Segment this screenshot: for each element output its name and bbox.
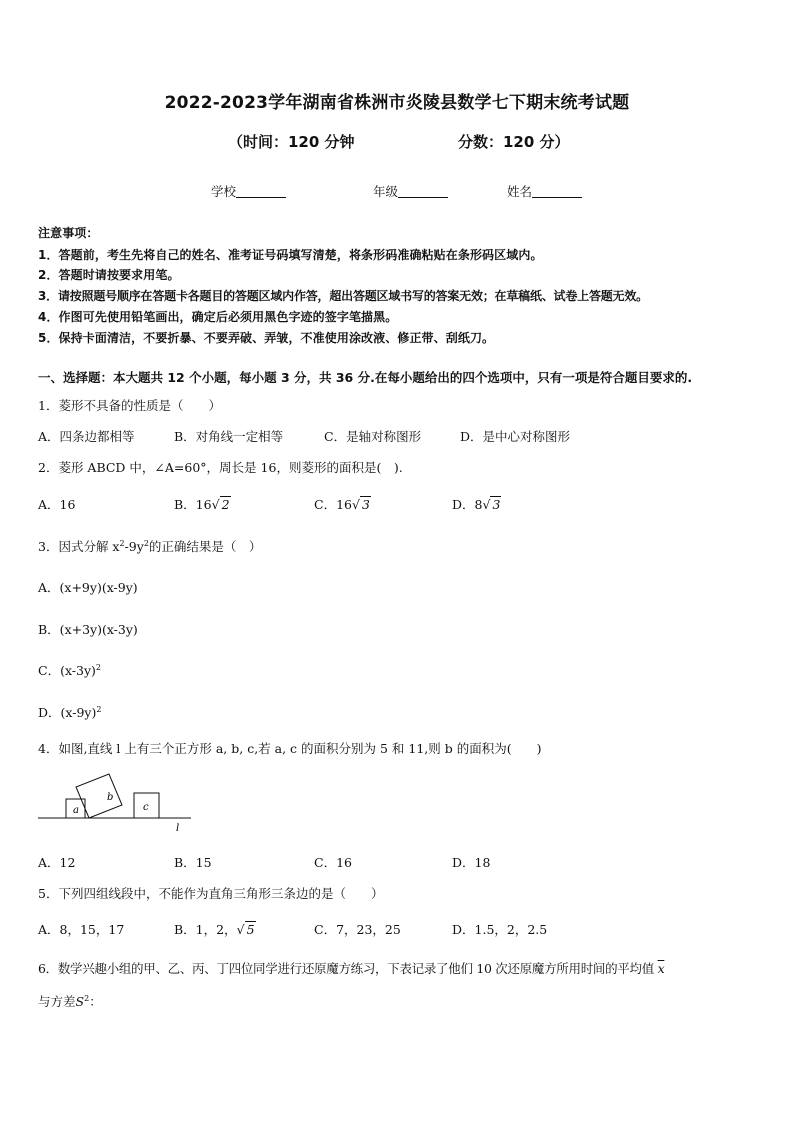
q1-option-b: B．对角线一定相等 bbox=[174, 429, 284, 444]
exponent: 2 bbox=[119, 538, 125, 548]
q2-option-c-label: C．16 bbox=[314, 497, 352, 512]
q3-text: 的正确结果是（ ） bbox=[148, 539, 262, 554]
grade-blank[interactable] bbox=[398, 185, 448, 198]
notice-item: 5．保持卡面清洁，不要折暴、不要弄破、弄皱，不准使用涂改液、修正带、刮纸刀。 bbox=[38, 331, 495, 345]
exponent: 2 bbox=[143, 538, 149, 548]
q3-option-a: A．(x+9y)(x-9y) bbox=[38, 580, 138, 595]
q6-text: ： bbox=[89, 994, 102, 1009]
q5-option-d: D．1.5，2，2.5 bbox=[452, 922, 548, 937]
grade-label: 年级 bbox=[373, 184, 399, 199]
q5-option-b bbox=[174, 920, 256, 938]
q3-option-d-label: D．(x-9y) bbox=[38, 705, 97, 720]
q5-option-a: A．8，15，17 bbox=[38, 922, 125, 937]
radicand: 2 bbox=[221, 497, 230, 512]
q3-option-d bbox=[38, 703, 101, 721]
q3-option-c-label: C．(x-3y) bbox=[38, 663, 96, 678]
q3-option-b: B．(x+3y)(x-3y) bbox=[38, 622, 138, 637]
label-a: a bbox=[73, 805, 79, 816]
sqrt-symbol: √ 2 bbox=[211, 497, 230, 512]
q2-option-b-label: B．16 bbox=[174, 497, 212, 512]
q5-option-c: C．7，23，25 bbox=[314, 922, 401, 937]
exam-time: （时间：120 分钟 bbox=[228, 133, 355, 151]
section-heading: 一、选择题：本大题共 12 个小题，每小题 3 分，共 36 分.在每小题给出的四个选项中，只有一项是符合题目要求的. bbox=[38, 370, 693, 385]
notice-item: 1．答题前，考生先将自己的姓名、准考证号码填写清楚，将条形码准确粘贴在条形码区域内。 bbox=[38, 248, 543, 262]
question-6-line1 bbox=[38, 959, 664, 977]
q3-option-c bbox=[38, 661, 101, 679]
label-c: c bbox=[143, 802, 149, 813]
question-3-stem bbox=[38, 537, 261, 555]
q5-option-b-label: B．1，2， bbox=[174, 922, 237, 937]
q2-option-a: A．16 bbox=[38, 497, 76, 512]
sqrt-symbol: √ 3 bbox=[351, 497, 370, 512]
radicand: 3 bbox=[492, 497, 501, 512]
mean-symbol: $\overline{x}$ bbox=[657, 961, 665, 976]
squares-figure bbox=[36, 768, 196, 834]
q4-option-b: B．15 bbox=[174, 855, 212, 870]
question-6-line2 bbox=[38, 992, 102, 1010]
notice-item: 3．请按照题号顺序在答题卡各题目的答题区域内作答，超出答题区域书写的答案无效；在草稿纸、试卷上答题无效。 bbox=[38, 289, 648, 303]
name-label: 姓名 bbox=[507, 184, 533, 199]
school-label: 学校 bbox=[211, 184, 237, 199]
q1-option-a: A．四条边都相等 bbox=[38, 429, 135, 444]
question-4-stem: 4．如图,直线 l 上有三个正方形 a, b, c,若 a, c 的面积分别为 5 和 11,则 b 的面积为( ) bbox=[38, 741, 542, 756]
q2-option-d-label: D．8 bbox=[452, 497, 483, 512]
sqrt-symbol: √ 5 bbox=[236, 922, 255, 937]
q2-option-d bbox=[452, 495, 501, 513]
radicand: 3 bbox=[361, 497, 370, 512]
exponent: 2 bbox=[96, 704, 102, 714]
question-1-stem: 1．菱形不具备的性质是（ ） bbox=[38, 398, 221, 413]
exam-score: 分数：120 分） bbox=[458, 133, 570, 151]
q4-option-c: C．16 bbox=[314, 855, 352, 870]
radicand: 5 bbox=[246, 922, 255, 937]
q4-option-d: D．18 bbox=[452, 855, 491, 870]
notice-item: 2．答题时请按要求用笔。 bbox=[38, 268, 180, 282]
label-b: b bbox=[107, 792, 114, 803]
q1-option-d: D．是中心对称图形 bbox=[460, 429, 571, 444]
sqrt-symbol: √ 3 bbox=[482, 497, 501, 512]
label-l: l bbox=[176, 823, 180, 834]
school-blank[interactable] bbox=[236, 185, 286, 198]
q6-text: 6．数学兴趣小组的甲、乙、丙、丁四位同学进行还原魔方练习，下表记录了他们 10 次还原魔方所用时间的平均值 bbox=[38, 961, 654, 976]
notice-item: 4．作图可先使用铅笔画出，确定后必须用黑色字迹的签字笔描黑。 bbox=[38, 310, 398, 324]
square-b bbox=[76, 774, 122, 818]
page-title: 2022-2023学年湖南省株洲市炎陵县数学七下期末统考试题 bbox=[164, 93, 630, 113]
notice-heading: 注意事项： bbox=[38, 226, 99, 240]
name-field bbox=[507, 182, 582, 200]
q4-option-a: A．12 bbox=[38, 855, 76, 870]
q1-option-c: C．是轴对称图形 bbox=[324, 429, 422, 444]
variance-symbol: S bbox=[75, 994, 85, 1009]
question-2-stem: 2．菱形 ABCD 中，∠A=60°，周长是 16，则菱形的面积是( ). bbox=[38, 460, 403, 475]
school-field bbox=[211, 182, 286, 200]
q2-option-c bbox=[314, 495, 371, 513]
q6-text: 与方差 bbox=[38, 994, 76, 1009]
grade-field bbox=[373, 182, 448, 200]
q2-option-b bbox=[174, 495, 231, 513]
q3-text: 3．因式分解 x bbox=[38, 539, 120, 554]
q3-text: -9y bbox=[124, 539, 144, 554]
name-blank[interactable] bbox=[532, 185, 582, 198]
exponent: 2 bbox=[84, 993, 90, 1003]
exponent: 2 bbox=[95, 662, 101, 672]
question-5-stem: 5．下列四组线段中，不能作为直角三角形三条边的是（ ） bbox=[38, 886, 384, 901]
